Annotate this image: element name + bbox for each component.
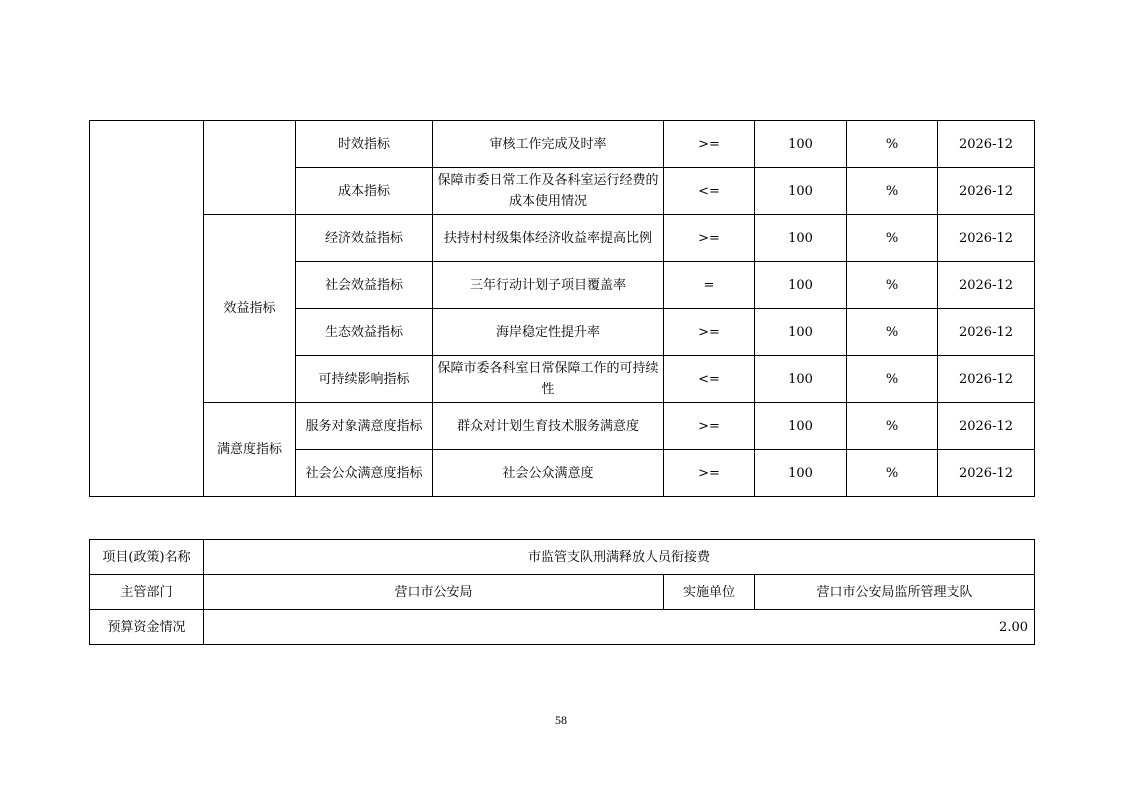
comparison-operator: <=: [664, 356, 755, 403]
comparison-operator: >=: [664, 403, 755, 450]
table-row: [90, 215, 1035, 262]
comparison-operator: =: [664, 262, 755, 309]
target-value: 100: [755, 168, 847, 215]
deadline: 2026-12: [938, 356, 1035, 403]
target-value: 100: [755, 403, 847, 450]
benefit-group: 效益指标: [204, 215, 296, 403]
unit: %: [847, 403, 938, 450]
level3-indicator: 社会公众满意度指标: [296, 450, 433, 497]
budget-value: 2.00: [204, 610, 1035, 645]
target-value: 100: [755, 309, 847, 356]
target-value: 100: [755, 215, 847, 262]
project-name-label: 项目(政策)名称: [90, 540, 204, 575]
level3-indicator: 成本指标: [296, 168, 433, 215]
target-value: 100: [755, 450, 847, 497]
deadline: 2026-12: [938, 262, 1035, 309]
table-row: [90, 403, 1035, 450]
indicator-description: 群众对计划生育技术服务满意度: [433, 403, 664, 450]
deadline: 2026-12: [938, 215, 1035, 262]
unit: %: [847, 450, 938, 497]
comparison-operator: >=: [664, 121, 755, 168]
indicator-description: 海岸稳定性提升率: [433, 309, 664, 356]
table-row: [90, 575, 1035, 610]
department-value: 营口市公安局: [204, 575, 664, 610]
comparison-operator: >=: [664, 309, 755, 356]
deadline: 2026-12: [938, 450, 1035, 497]
satisfaction-group: 满意度指标: [204, 403, 296, 497]
table-row: [90, 610, 1035, 645]
comparison-operator: >=: [664, 215, 755, 262]
deadline: 2026-12: [938, 309, 1035, 356]
level3-indicator: 生态效益指标: [296, 309, 433, 356]
target-value: 100: [755, 262, 847, 309]
indicator-description: 扶持村村级集体经济收益率提高比例: [433, 215, 664, 262]
deadline: 2026-12: [938, 403, 1035, 450]
project-name-value: 市监管支队刑满释放人员衔接费: [204, 540, 1035, 575]
implementing-unit-value: 营口市公安局监所管理支队: [755, 575, 1035, 610]
target-value: 100: [755, 356, 847, 403]
comparison-operator: >=: [664, 450, 755, 497]
deadline: 2026-12: [938, 121, 1035, 168]
target-value: 100: [755, 121, 847, 168]
unit: %: [847, 168, 938, 215]
level3-indicator: 社会效益指标: [296, 262, 433, 309]
level1-cell: [90, 121, 204, 497]
department-label: 主管部门: [90, 575, 204, 610]
unit: %: [847, 309, 938, 356]
table-row: [90, 540, 1035, 575]
indicator-description: 保障市委各科室日常保障工作的可持续性: [433, 356, 664, 403]
level2-cell: [204, 121, 296, 215]
implementing-unit-label: 实施单位: [664, 575, 755, 610]
indicator-description: 三年行动计划子项目覆盖率: [433, 262, 664, 309]
page-number: 58: [555, 713, 567, 727]
unit: %: [847, 215, 938, 262]
performance-indicator-table: [89, 120, 1035, 497]
unit: %: [847, 262, 938, 309]
deadline: 2026-12: [938, 168, 1035, 215]
indicator-description: 社会公众满意度: [433, 450, 664, 497]
level3-indicator: 服务对象满意度指标: [296, 403, 433, 450]
unit: %: [847, 356, 938, 403]
unit: %: [847, 121, 938, 168]
budget-label: 预算资金情况: [90, 610, 204, 645]
indicator-description: 审核工作完成及时率: [433, 121, 664, 168]
indicator-description: 保障市委日常工作及各科室运行经费的成本使用情况: [433, 168, 664, 215]
table-row: [90, 121, 1035, 168]
level3-indicator: 可持续影响指标: [296, 356, 433, 403]
level3-indicator: 时效指标: [296, 121, 433, 168]
level3-indicator: 经济效益指标: [296, 215, 433, 262]
project-info-table: [89, 539, 1035, 645]
comparison-operator: <=: [664, 168, 755, 215]
